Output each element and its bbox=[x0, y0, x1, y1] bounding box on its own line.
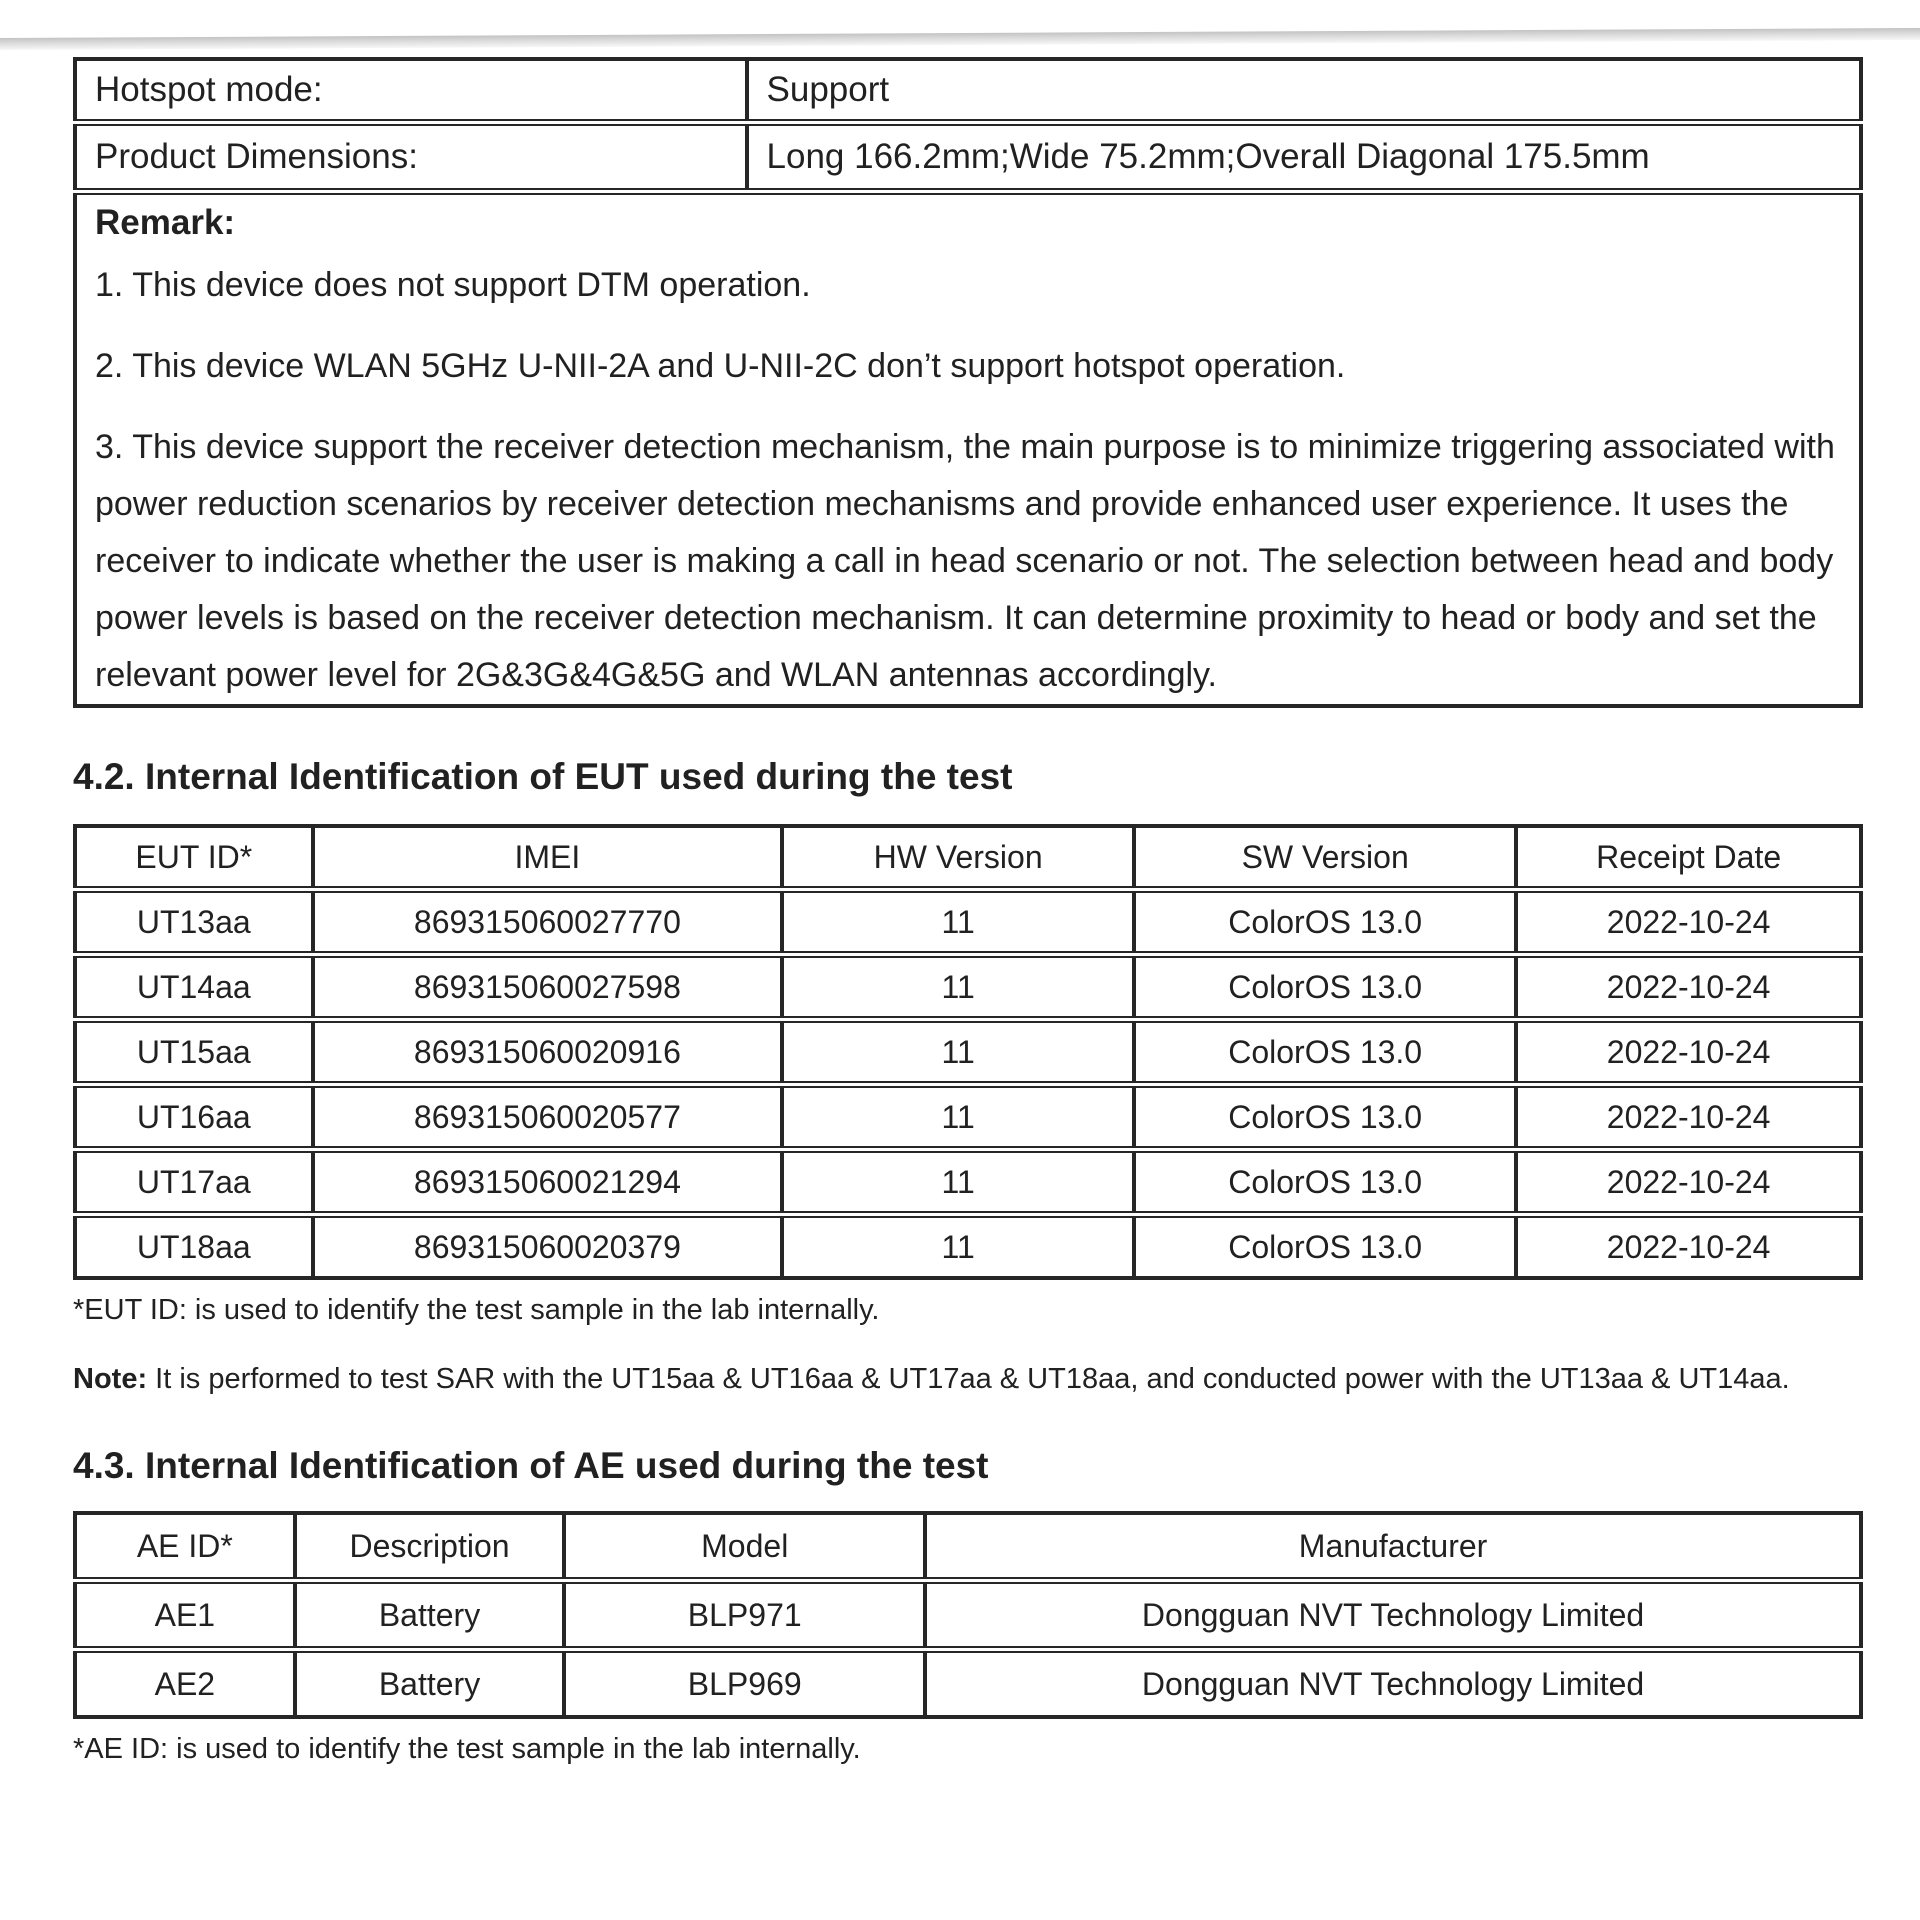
spec-value: Support bbox=[747, 59, 1861, 123]
table-cell: Battery bbox=[295, 1650, 565, 1718]
ae-footnote: *AE ID: is used to identify the test sample in the lab internally. bbox=[73, 1733, 861, 1765]
column-header: Model bbox=[564, 1513, 925, 1581]
table-cell: UT13aa bbox=[75, 890, 313, 955]
table-cell: BLP969 bbox=[564, 1650, 925, 1718]
table-cell: 2022-10-24 bbox=[1516, 1150, 1861, 1215]
header-row bbox=[75, 826, 1861, 890]
column-header: HW Version bbox=[782, 826, 1134, 890]
spec-table bbox=[73, 57, 1863, 708]
table-cell: 11 bbox=[782, 1020, 1134, 1085]
table-cell: 11 bbox=[782, 1150, 1134, 1215]
header-row bbox=[75, 1513, 1861, 1581]
table-cell: UT16aa bbox=[75, 1085, 313, 1150]
table-cell: 869315060027598 bbox=[313, 955, 783, 1020]
column-header: Manufacturer bbox=[925, 1513, 1861, 1581]
table-cell: UT17aa bbox=[75, 1150, 313, 1215]
table-cell: ColorOS 13.0 bbox=[1134, 1150, 1516, 1215]
table-cell: 869315060021294 bbox=[313, 1150, 783, 1215]
table-cell: Dongguan NVT Technology Limited bbox=[925, 1650, 1861, 1718]
table-cell: 869315060027770 bbox=[313, 890, 783, 955]
eut-footnote: *EUT ID: is used to identify the test sample in the lab internally. bbox=[73, 1294, 880, 1326]
ae-table bbox=[73, 1511, 1863, 1719]
table-row bbox=[75, 955, 1861, 1020]
table-row bbox=[75, 123, 1861, 192]
remark-cell bbox=[75, 192, 1861, 707]
table-cell: 11 bbox=[782, 1215, 1134, 1279]
table-row bbox=[75, 59, 1861, 123]
table-cell: 869315060020916 bbox=[313, 1020, 783, 1085]
remark-title: Remark: bbox=[95, 203, 236, 242]
remark-item-2: 2. This device WLAN 5GHz U-NII-2A and U-NII-2C don’t support hotspot operation. bbox=[95, 347, 1346, 385]
eut-note bbox=[73, 1349, 1863, 1409]
table-cell: AE1 bbox=[75, 1581, 295, 1650]
note-text: It is performed to test SAR with the UT15aa & UT16aa & UT17aa & UT18aa, and conducted power with the UT13aa & UT14aa. bbox=[147, 1363, 1790, 1395]
table-cell: Battery bbox=[295, 1581, 565, 1650]
table-cell: ColorOS 13.0 bbox=[1134, 955, 1516, 1020]
table-cell: AE2 bbox=[75, 1650, 295, 1718]
table-cell: ColorOS 13.0 bbox=[1134, 890, 1516, 955]
table-cell: BLP971 bbox=[564, 1581, 925, 1650]
table-cell: Dongguan NVT Technology Limited bbox=[925, 1581, 1861, 1650]
column-header: EUT ID* bbox=[75, 826, 313, 890]
remark-item-3: 3. This device support the receiver detection mechanism, the main purpose is to minimize triggering associated with power reduction scenarios by receiver detection mechanisms and provide enhanced user experience. It uses the receiver to indicate whether the user is making a call in head scenario or not. The selection between head and body power levels is based on the receiver detection mechanism. It can determine proximity to head or body and set the relevant power level for 2G&3G&4G&5G and WLAN antennas accordingly. bbox=[95, 428, 1835, 694]
table-row bbox=[75, 1215, 1861, 1279]
table-cell: UT18aa bbox=[75, 1215, 313, 1279]
page-separator-shadow bbox=[0, 28, 1920, 50]
column-header: SW Version bbox=[1134, 826, 1516, 890]
table-cell: ColorOS 13.0 bbox=[1134, 1085, 1516, 1150]
spec-label: Product Dimensions: bbox=[75, 123, 747, 192]
table-cell: 2022-10-24 bbox=[1516, 1085, 1861, 1150]
table-row bbox=[75, 1650, 1861, 1718]
table-row bbox=[75, 192, 1861, 707]
table-cell: 11 bbox=[782, 890, 1134, 955]
table-cell: 11 bbox=[782, 1085, 1134, 1150]
table-cell: UT15aa bbox=[75, 1020, 313, 1085]
table-cell: 2022-10-24 bbox=[1516, 890, 1861, 955]
column-header: IMEI bbox=[313, 826, 783, 890]
table-cell: 2022-10-24 bbox=[1516, 1020, 1861, 1085]
table-cell: 2022-10-24 bbox=[1516, 1215, 1861, 1279]
spec-value: Long 166.2mm;Wide 75.2mm;Overall Diagonal 175.5mm bbox=[747, 123, 1861, 192]
table-cell: 869315060020577 bbox=[313, 1085, 783, 1150]
table-row bbox=[75, 1150, 1861, 1215]
table-cell: ColorOS 13.0 bbox=[1134, 1215, 1516, 1279]
table-cell: ColorOS 13.0 bbox=[1134, 1020, 1516, 1085]
column-header: AE ID* bbox=[75, 1513, 295, 1581]
note-label: Note: bbox=[73, 1363, 148, 1395]
table-row bbox=[75, 1581, 1861, 1650]
table-row bbox=[75, 1020, 1861, 1085]
report-page-content bbox=[73, 57, 1863, 1766]
remark-item-1: 1. This device does not support DTM operation. bbox=[95, 266, 811, 304]
section-heading-4-3: 4.3. Internal Identification of AE used during the test bbox=[73, 1445, 989, 1486]
table-cell: 869315060020379 bbox=[313, 1215, 783, 1279]
table-row bbox=[75, 1085, 1861, 1150]
table-cell: 11 bbox=[782, 955, 1134, 1020]
column-header: Receipt Date bbox=[1516, 826, 1861, 890]
table-cell: UT14aa bbox=[75, 955, 313, 1020]
table-cell: 2022-10-24 bbox=[1516, 955, 1861, 1020]
section-heading-4-2: 4.2. Internal Identification of EUT used during the test bbox=[73, 756, 1013, 797]
table-row bbox=[75, 890, 1861, 955]
spec-label: Hotspot mode: bbox=[75, 59, 747, 123]
column-header: Description bbox=[295, 1513, 565, 1581]
eut-table bbox=[73, 824, 1863, 1280]
